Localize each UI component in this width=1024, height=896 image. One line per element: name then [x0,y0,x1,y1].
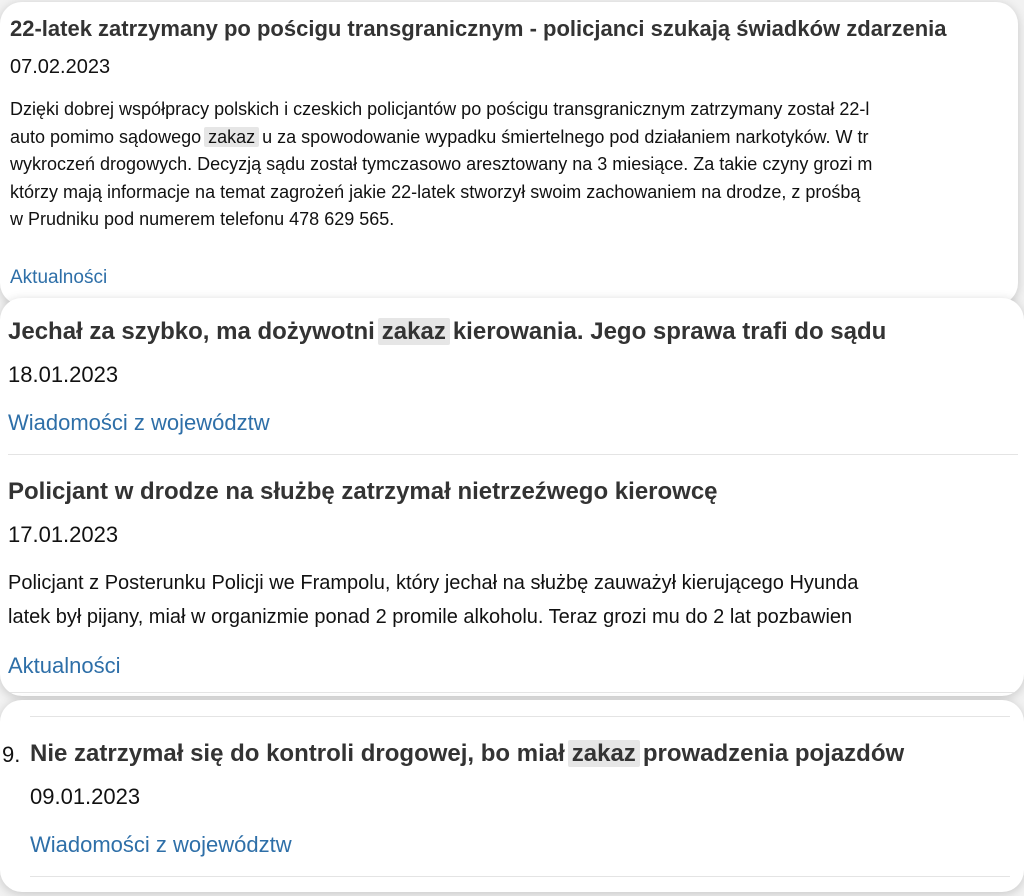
article-snippet [8,566,858,634]
article-title[interactable]: Policjant w drodze na służbę zatrzymał nietrzeźwego kierowcę [8,478,718,505]
article-date: 09.01.2023 [30,784,141,809]
title-text: Nie zatrzymał się do kontroli drogowej, bo miał [30,740,565,767]
snippet-line: w Prudniku pod numerem telefonu 478 629 565. [10,209,395,229]
title-text: Jechał za szybko, ma dożywotni [8,318,375,345]
divider [8,454,1018,455]
snippet-line: Dzięki dobrej współpracy polskich i czeskich policjantów po pościgu transgranicznym zatrzymany został 22-l [10,99,870,119]
snippet-text: auto pomimo sądowego [10,126,202,147]
article-snippet [10,96,872,234]
category-link[interactable]: Aktualności [8,653,121,678]
category-link[interactable]: Aktualności [10,267,108,288]
search-highlight: zakaz [378,318,450,345]
snippet-line: latek był pijany, miał w organizmie ponad 2 promile alkoholu. Teraz grozi mu do 2 lat pozbawien [8,606,853,628]
article-date: 18.01.2023 [8,362,119,387]
result-card-3 [0,700,1024,892]
search-highlight: zakaz [568,740,640,767]
article-title[interactable]: 22-latek zatrzymany po pościgu transgranicznym - policjanci szukają świadków zdarzenia [10,16,947,41]
title-text: prowadzenia pojazdów [642,740,905,767]
result-number: 9. [2,742,21,767]
article-title[interactable] [8,318,886,346]
snippet-line: wykroczeń drogowych. Decyzją sądu został tymczasowo aresztowany na 3 miesiące. Za takie czyny grozi m [10,154,873,174]
snippet-line: Policjant z Posterunku Policji we Frampolu, który jechał na służbę zauważył kierującego Hyunda [8,572,859,594]
article-date: 07.02.2023 [10,56,111,78]
category-link[interactable]: Wiadomości z województw [30,832,292,857]
result-card-1 [0,2,1018,305]
category-link[interactable]: Wiadomości z województw [8,410,270,435]
result-card-2 [0,298,1024,696]
article-title[interactable] [30,740,904,768]
snippet-line [10,124,872,152]
article-date: 17.01.2023 [8,522,119,547]
snippet-text: u za spowodowanie wypadku śmiertelnego pod działaniem narkotyków. W tr [262,126,869,147]
divider [8,692,1018,693]
divider [30,716,1010,717]
title-text: kierowania. Jego sprawa trafi do sądu [452,318,887,345]
divider [30,876,1010,877]
search-highlight: zakaz [204,127,259,147]
snippet-line: którzy mają informacje na temat zagrożeń jakie 22-latek stworzył swoim zachowaniem na drodze, z prośbą [10,181,861,202]
